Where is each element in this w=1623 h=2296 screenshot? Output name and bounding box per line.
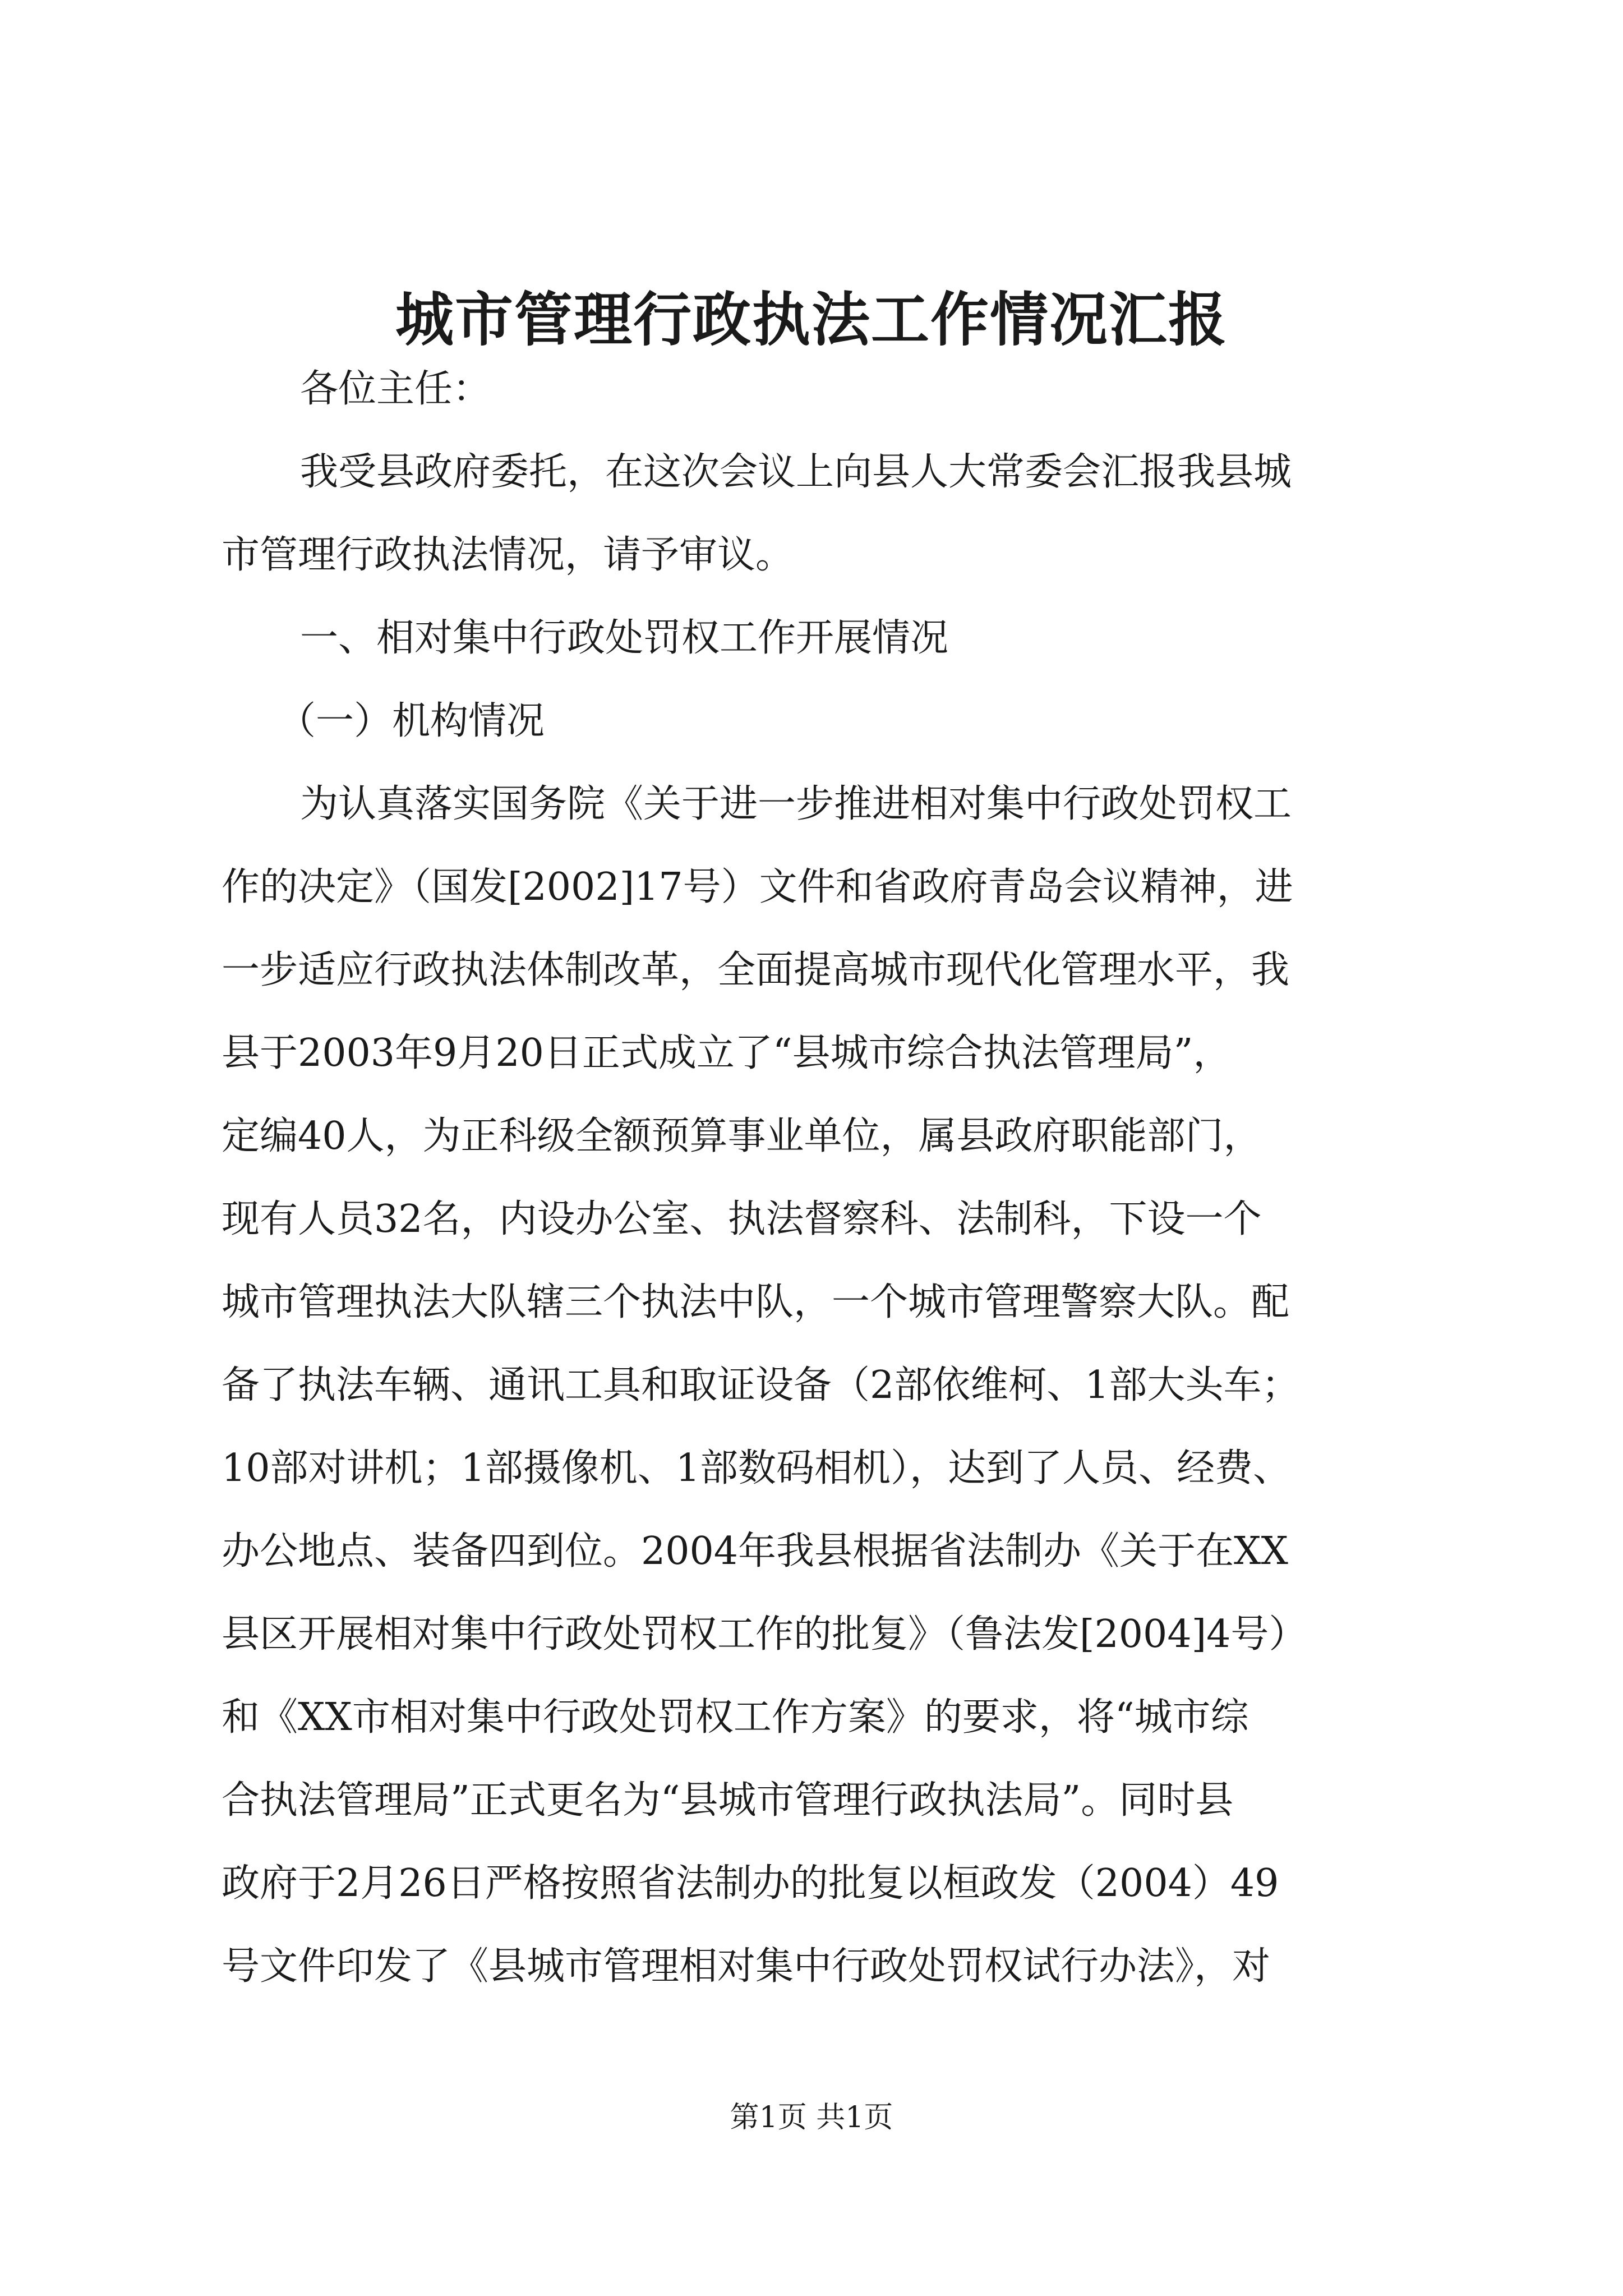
paragraph-line: 政府于2月26日严格按照省法制办的批复以桓政发（2004）49 xyxy=(222,1861,1279,1906)
paragraph-line: 备了执法车辆、通讯工具和取证设备（2部依维柯、1部大头车； xyxy=(222,1363,1300,1407)
paragraph-line: 号文件印发了《县城市管理相对集中行政处罚权试行办法》，对 xyxy=(222,1944,1271,1989)
document-body xyxy=(222,348,1410,2008)
paragraph-line: 和《XX市相对集中行政处罚权工作方案》的要求，将“城市综 xyxy=(222,1695,1249,1740)
paragraph-line: 县于2003年9月20日正式成立了“县城市综合执法管理局”， xyxy=(222,1031,1232,1075)
paragraph-line: 为认真落实国务院《关于进一步推进相对集中行政处罚权工 xyxy=(300,782,1292,826)
section-heading: 一、相对集中行政处罚权工作开展情况 xyxy=(300,616,949,660)
paragraph-line: 办公地点、装备四到位。2004年我县根据省法制办《关于在XX xyxy=(222,1529,1288,1573)
document-title: 城市管理行政执法工作情况汇报 xyxy=(395,285,1228,354)
paragraph-line: 合执法管理局”正式更名为“县城市管理行政执法局”。同时县 xyxy=(222,1778,1234,1823)
paragraph-line: 城市管理执法大队辖三个执法中队，一个城市管理警察大队。配 xyxy=(222,1280,1290,1324)
page-footer: 第1页 共1页 xyxy=(730,2101,893,2134)
paragraph-line: 市管理行政执法情况，请予审议。 xyxy=(222,533,794,577)
paragraph-line: 县区开展相对集中行政处罚权工作的批复》（鲁法发[2004]4号） xyxy=(222,1612,1307,1657)
paragraph-line: 定编40人，为正科级全额预算事业单位，属县政府职能部门， xyxy=(222,1114,1262,1158)
paragraph-line: 作的决定》（国发[2002]17号）文件和省政府青岛会议精神，进 xyxy=(222,865,1293,909)
salutation-line: 各位主任： xyxy=(300,367,491,411)
paragraph-line: 10部对讲机；1部摄像机、1部数码相机），达到了人员、经费、 xyxy=(222,1446,1292,1490)
paragraph-line: 一步适应行政执法体制改革，全面提高城市现代化管理水平，我 xyxy=(222,948,1290,992)
paragraph-line: 现有人员32名，内设办公室、执法督察科、法制科，下设一个 xyxy=(222,1197,1262,1241)
paragraph-line: 我受县政府委托，在这次会议上向县人大常委会汇报我县城 xyxy=(300,450,1292,494)
subsection-heading: （一）机构情况 xyxy=(278,699,545,743)
